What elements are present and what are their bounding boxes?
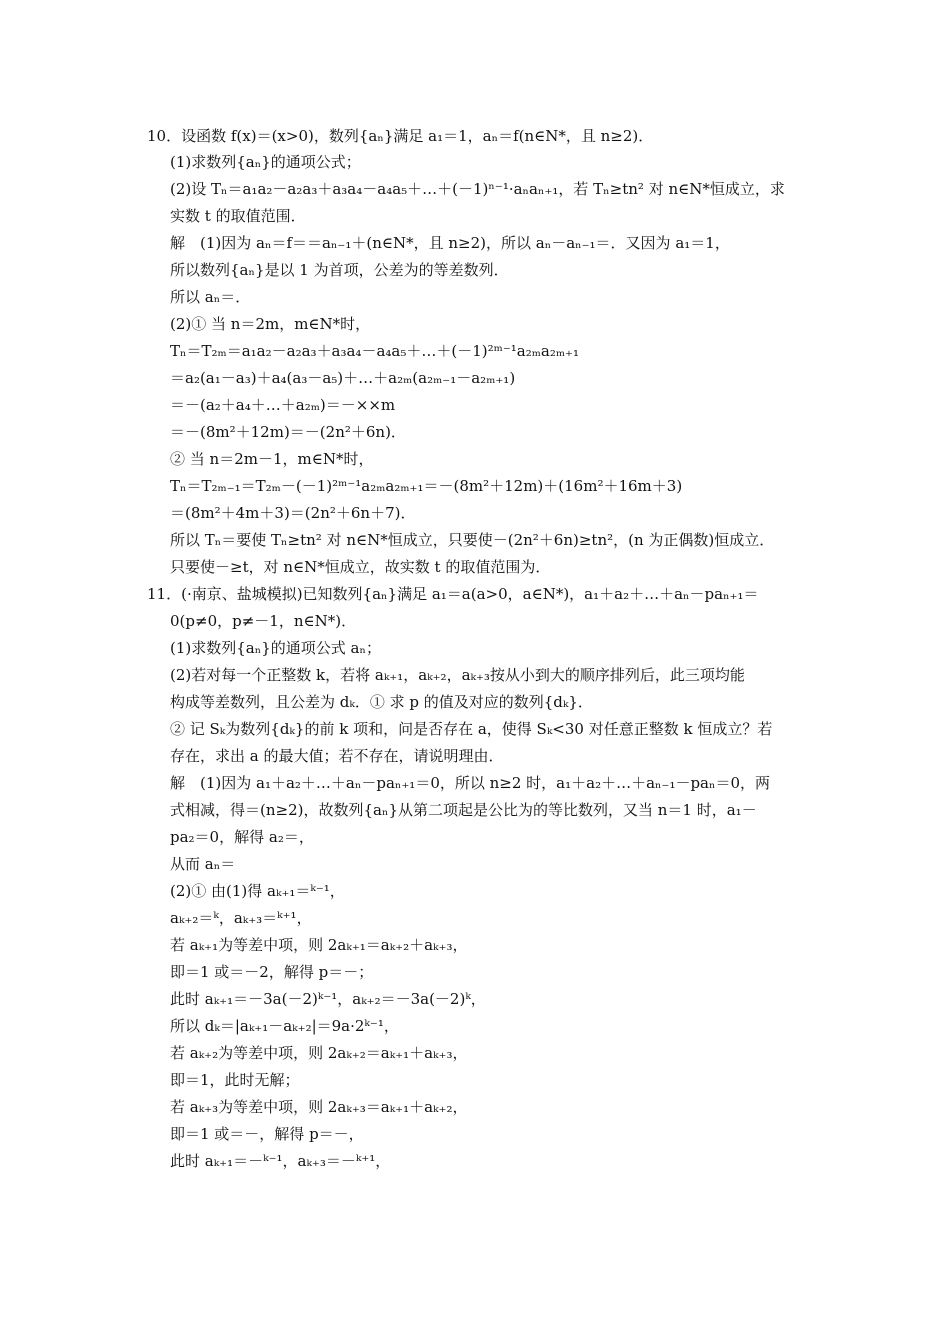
text-line: ② 记 Sₖ为数列{dₖ}的前 k 项和，问是否存在 a，使得 Sₖ<30 对任意正整数 k 恒成立？若 xyxy=(170,720,773,738)
text-line: aₖ₊₂＝ᵏ，aₖ₊₃＝ᵏ⁺¹， xyxy=(170,909,312,927)
text-line: 解 (1)因为 aₙ＝f＝＝aₙ₋₁＋(n∈N*，且 n≥2)，所以 aₙ－aₙ₋₁＝．又因为 a₁＝1， xyxy=(170,234,730,252)
text-line: 若 aₖ₊₁为等差中项，则 2aₖ₊₁＝aₖ₊₂＋aₖ₊₃， xyxy=(170,936,468,954)
text-line: (1)求数列{aₙ}的通项公式 aₙ； xyxy=(170,639,381,657)
text-line: ② 当 n＝2m－1，m∈N*时， xyxy=(170,450,374,468)
text-line: ＝－(a₂＋a₄＋…＋a₂ₘ)＝－××m xyxy=(170,396,396,414)
text-line: 从而 aₙ＝ xyxy=(170,855,236,873)
text-line: 此时 aₖ₊₁＝－ᵏ⁻¹，aₖ₊₃＝－ᵏ⁺¹， xyxy=(170,1152,391,1170)
text-line: 所以 aₙ＝． xyxy=(170,288,251,306)
text-line: 只要使－≥t，对 n∈N*恒成立，故实数 t 的取值范围为． xyxy=(170,558,551,576)
text-line: 存在，求出 a 的最大值；若不存在，请说明理由． xyxy=(170,747,504,765)
text-line: ＝－(8m²＋12m)＝－(2n²＋6n)． xyxy=(170,423,406,441)
text-line: 若 aₖ₊₃为等差中项，则 2aₖ₊₃＝aₖ₊₁＋aₖ₊₂， xyxy=(170,1098,468,1116)
text-line: 实数 t 的取值范围． xyxy=(170,207,306,225)
text-line: ＝a₂(a₁－a₃)＋a₄(a₃－a₅)＋…＋a₂ₘ(a₂ₘ₋₁－a₂ₘ₊₁) xyxy=(170,369,516,387)
text-line: 即＝1 或＝－，解得 p＝－， xyxy=(170,1125,364,1143)
text-line: (2)① 当 n＝2m，m∈N*时， xyxy=(170,315,371,333)
text-line: 构成等差数列，且公差为 dₖ．① 求 p 的值及对应的数列{dₖ}． xyxy=(170,693,593,711)
text-line: 式相减，得＝(n≥2)，故数列{aₙ}从第二项起是公比为的等比数列，又当 n＝1 时，a₁－ xyxy=(170,801,757,819)
text-line: 若 aₖ₊₂为等差中项，则 2aₖ₊₂＝aₖ₊₁＋aₖ₊₃， xyxy=(170,1044,468,1062)
text-line: 0(p≠0，p≠－1，n∈N*)． xyxy=(170,612,357,630)
text-line: 10．设函数 f(x)＝(x>0)，数列{aₙ}满足 a₁＝1，aₙ＝f(n∈N*，且 n≥2)． xyxy=(147,127,654,145)
text-line: 解 (1)因为 a₁＋a₂＋…＋aₙ－paₙ₊₁＝0，所以 n≥2 时，a₁＋a₂＋…＋aₙ₋₁－paₙ＝0，两 xyxy=(170,774,771,792)
text-line: 所以 dₖ＝|aₖ₊₁－aₖ₊₂|＝9a·2ᵏ⁻¹， xyxy=(170,1017,399,1035)
text-line: 即＝1，此时无解； xyxy=(170,1071,300,1089)
text-line: Tₙ＝T₂ₘ₋₁＝T₂ₘ－(－1)²ᵐ⁻¹a₂ₘa₂ₘ₊₁＝－(8m²＋12m)＋(16m²＋16m＋3) xyxy=(170,477,683,495)
text-line: (2)设 Tₙ＝a₁a₂－a₂a₃＋a₃a₄－a₄a₅＋…＋(－1)ⁿ⁻¹·aₙaₙ₊₁，若 Tₙ≥tn² 对 n∈N*恒成立，求 xyxy=(170,180,785,198)
text-line: pa₂＝0，解得 a₂＝， xyxy=(170,828,314,846)
text-line: (1)求数列{aₙ}的通项公式； xyxy=(170,153,361,171)
text-line: (2)① 由(1)得 aₖ₊₁＝ᵏ⁻¹， xyxy=(170,882,345,900)
text-line: ＝(8m²＋4m＋3)＝(2n²＋6n＋7)． xyxy=(170,504,416,522)
text-line: 即＝1 或＝－2，解得 p＝－； xyxy=(170,963,374,981)
text-line: 所以 Tₙ＝要使 Tₙ≥tn² 对 n∈N*恒成立，只要使－(2n²＋6n)≥tn²，(n 为正偶数)恒成立． xyxy=(170,531,775,549)
text-line: (2)若对每一个正整数 k，若将 aₖ₊₁，aₖ₊₂，aₖ₊₃按从小到大的顺序排列后，此三项均能 xyxy=(170,666,745,684)
text-line: 此时 aₖ₊₁＝－3a(－2)ᵏ⁻¹，aₖ₊₂＝－3a(－2)ᵏ， xyxy=(170,990,486,1008)
text-line: Tₙ＝T₂ₘ＝a₁a₂－a₂a₃＋a₃a₄－a₄a₅＋…＋(－1)²ᵐ⁻¹a₂ₘa₂ₘ₊₁ xyxy=(170,342,579,360)
text-line: 11．(·南京、盐城模拟)已知数列{aₙ}满足 a₁＝a(a>0，a∈N*)，a₁＋a₂＋…＋aₙ－paₙ₊₁＝ xyxy=(147,585,759,603)
text-line: 所以数列{aₙ}是以 1 为首项，公差为的等差数列． xyxy=(170,261,509,279)
